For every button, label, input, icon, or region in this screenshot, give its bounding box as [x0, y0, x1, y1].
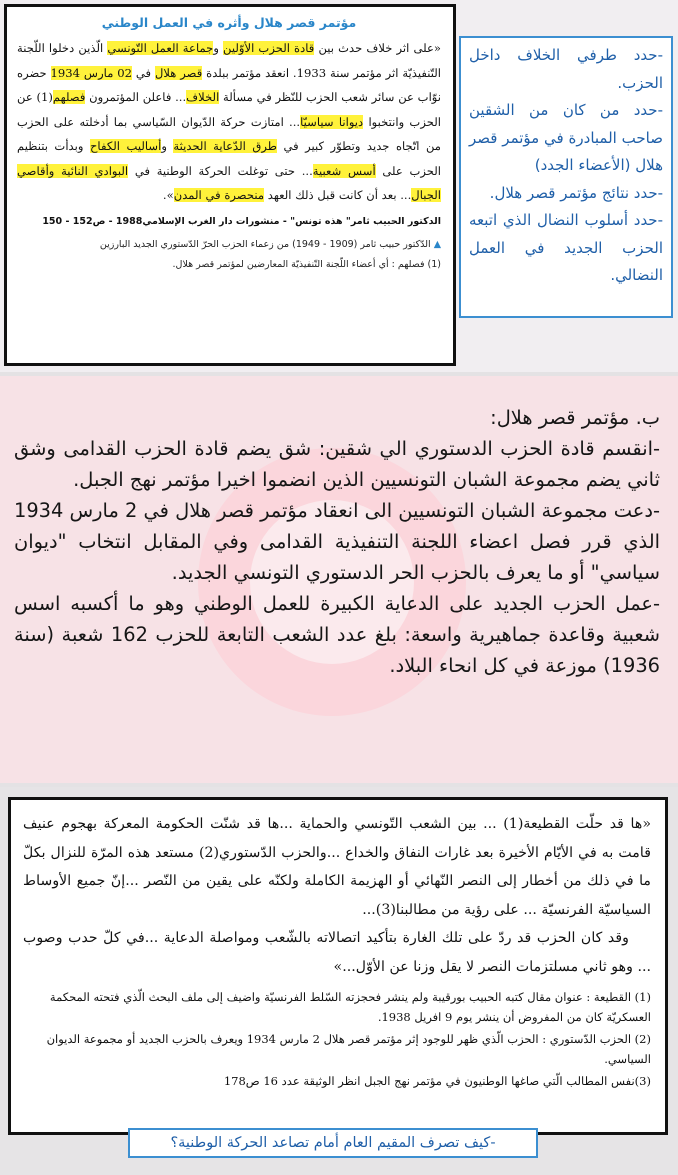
document-text: [17, 36, 441, 208]
text-run: حضره نوّاب عن سائر شعب الحزب للنّظر في مسألة: [17, 65, 442, 104]
historical-document-notes: [23, 987, 651, 1091]
highlighted-phrase: ديوانا سياسيّا: [300, 114, 364, 129]
final-question: -كيف تصرف المقيم العام أمام تصاعد الحركة الوطنية؟: [170, 1135, 496, 1151]
highlighted-phrase: قصر هلال: [154, 65, 203, 80]
footnote: (1) القطيعة : عنوان مقال كتبه الحبيب بورقيبة ولم ينشر فحجزته السّلط الفرنسيّة واضيف إلى ملف البحث الّذي فتحته المحكمة العسكريّة كان من المفروض أن ينشر يوم 9 افريل 1938.: [49, 990, 651, 1024]
document-footnotes: [17, 235, 441, 275]
document-title: مؤتمر قصر هلال وأثره في العمل الوطني: [101, 15, 357, 30]
lesson-paragraph: -عمل الحزب الجديد على الدعاية الكبيرة للعمل الوطني وهو ما أكسبه اسس شعبية وقاعدة جماهيرية واسعة: بلغ عدد الشعب التابعة للحزب 162 شعبة (سنة 1936) موزعة في كل انحاء البلاد.: [14, 592, 660, 677]
lesson-heading: ب. مؤتمر قصر هلال:: [490, 406, 660, 429]
text-run: و: [161, 139, 174, 153]
text-run: وبدأت بتنظيم الحزب على: [17, 139, 441, 178]
questions-box: [459, 36, 673, 318]
text-run: في: [132, 65, 155, 80]
bottom-section: [0, 787, 678, 1175]
author-note: ▲ الدّكتور حبيب ثامر (1909 - 1949) من زعماء الحزب الحرّ الدّستوري الجديد البارزين: [99, 238, 441, 250]
text-run: الّذين دخلوا اللّجنة التّنفيذيّة اثر مؤتمر سنة 1933. انعقد مؤتمر ببلدة: [17, 41, 441, 80]
text-run: ».: [162, 188, 174, 202]
text-run: و: [213, 41, 224, 55]
text-run: ... بعد أن كانت قبل ذلك العهد: [264, 188, 412, 202]
text-run: (1) عن الحزب وانتخبوا: [17, 90, 441, 129]
highlighted-phrase: منحصرة في المدن: [173, 188, 265, 202]
historical-document-text: [23, 810, 651, 981]
highlighted-phrase: جماعة العمل التّونسي: [107, 41, 214, 55]
highlighted-phrase: فصلهم: [52, 90, 86, 104]
text-run: ... امتازت حركة الدّيوان السّياسي بما أدخلته على الحزب من اتّجاه جديد وتطوّر كبير في: [17, 114, 441, 153]
lesson-paragraph: -انقسم قادة الحزب الدستوري الي شقين: شق يضم قادة الحزب القدامى وشق ثاني يضم مجموعة الشبان التونسيين الذين انضموا اخيرا مؤتمر نهج الجبل.: [14, 437, 660, 491]
highlighted-phrase: قادة الحزب الأوّلين: [223, 41, 315, 55]
triangle-icon: ▲: [433, 238, 441, 250]
footnote: (3)نفس المطالب الّتي صاغها الوطنيون في مؤتمر نهج الجبل انظر الوثيقة عدد 16 ص178: [223, 1074, 651, 1088]
highlighted-phrase: أسس شعبية: [312, 163, 376, 178]
highlighted-phrase: أساليب الكفاح: [89, 139, 162, 153]
highlighted-phrase: الخلاف: [186, 90, 220, 104]
text-run: ... فاعلن المؤتمرون: [85, 90, 187, 104]
document-paragraph: وقد كان الحزب قد ردّ على تلك الغارة بتأكيد اتصالاته بالشّعب ومواصلة الدعاية ...في كلّ حدب وصوب ... وهو ثاني مسلتزمات النصر لا يقل وزنا عن الأوّل...»: [23, 930, 651, 975]
footnote-1: (1) فصلهم : أي أعضاء اللّجنة التّنفيذيّة المعارضين لمؤتمر قصر هلال.: [172, 258, 441, 270]
lesson-text: [0, 376, 678, 681]
highlighted-phrase: 02 مارس 1934: [50, 65, 133, 80]
highlighted-phrase: طرق الدّعاية الحديثة: [173, 139, 277, 153]
text-run: «على اثر خلاف حدث بين: [314, 41, 441, 55]
document-paragraph: «ها قد حلّت القطيعة(1) ... بين الشعب التّونسي والحماية ...ها قد شنّت الحكومة المعركة بهجوم عنيف قامت به في الأيّام الأخيرة بعد غارات النفاق والخداع ...والحزب الدّستوري(2) مستعد هذه المرّة للنزال بكلّ ما في ذلك من أخطار إلى النصر النّهائي أو الهزيمة الكاملة ولكنّه على يقين من النّصر ...إنّ جميع الأوساط السياسيّة الفرنسيّة ... على رؤية من مطالبنا(3)...: [23, 816, 651, 918]
highlighted-phrase: البوادي النائية وأقاصي الجبال: [17, 163, 441, 202]
document-source: الدكتور الحبيب ثامر" هذه تونس" - منشورات دار الغرب الإسلامي1988 - ص152 - 150: [42, 215, 441, 227]
top-section: [0, 0, 678, 372]
document-box: [4, 4, 456, 366]
questions-text: -حدد طرفي الخلاف داخل الحزب. -حدد من كان من الشقين صاحب المبادرة في مؤتمر قصر هلال (الأعضاء الجدد) -حدد نتائج مؤتمر قصر هلال. -حدد أسلوب النضال الذي اتبعه الحزب الجديد في العمل النضالي.: [469, 46, 663, 284]
final-question-box: [128, 1128, 538, 1158]
text-run: ... حتى توغلت الحركة الوطنية في: [128, 163, 313, 178]
lesson-paragraph: -دعت مجموعة الشبان التونسيين الى انعقاد مؤتمر قصر هلال في 2 مارس 1934 الذي قرر فصل اعضاء اللجنة التنفيذية القدامى وفي المقابل انتخاب "ديوان سياسي" أو ما يعرف بالحزب الحر الدستوري التونسي الجديد.: [13, 499, 660, 584]
historical-document-box: [8, 797, 668, 1135]
footnote: (2) الحزب الدّستوري : الحزب الّذي ظهر للوجود إثر مؤتمر قصر هلال 2 مارس 1934 ويعرف بالحزب الجديد أو مجموعة الديوان السياسي.: [46, 1032, 651, 1066]
lesson-section: [0, 376, 678, 783]
